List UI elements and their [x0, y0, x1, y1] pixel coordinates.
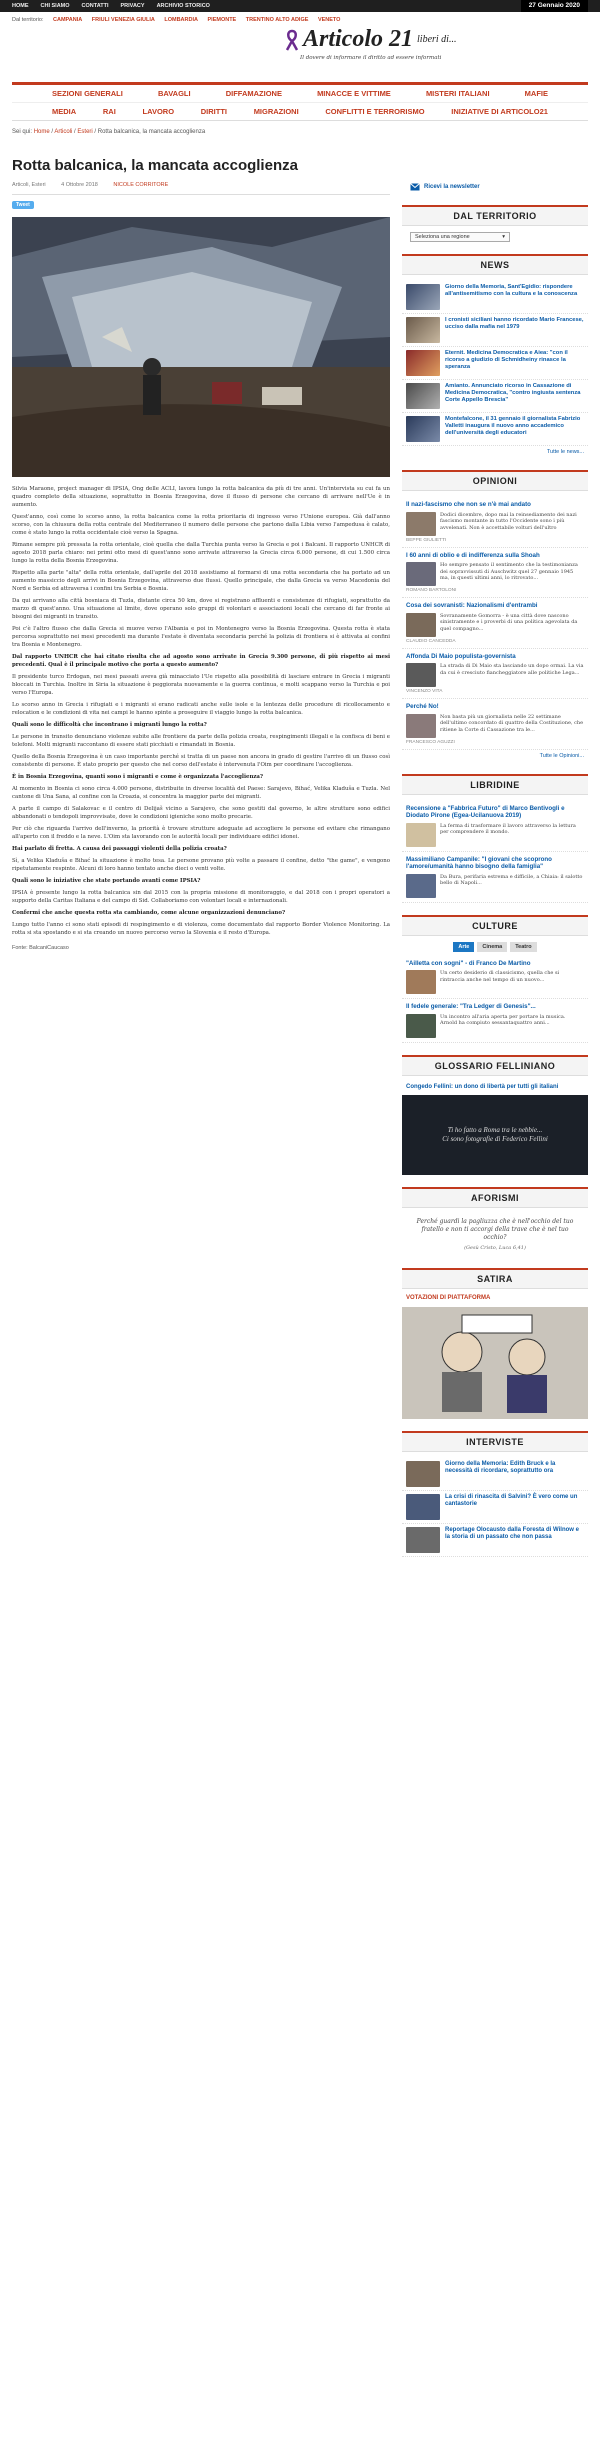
- nav-item[interactable]: MIGRAZIONI: [253, 107, 299, 116]
- article-title: Rotta balcanica, la mancata accoglienza: [12, 157, 298, 174]
- nav-item[interactable]: DIRITTI: [200, 107, 227, 116]
- author-avatar: [406, 613, 436, 637]
- list-item[interactable]: Giorno della Memoria, Sant'Egidio: rispondere all'antisemitismo con la cultura e la conoscenza: [402, 281, 588, 314]
- article-category[interactable]: Articoli, Esteri: [12, 182, 46, 188]
- region-link[interactable]: FRIULI VENEZIA GIULIA: [91, 17, 155, 23]
- author-avatar: [406, 562, 436, 586]
- envelope-icon: [410, 183, 420, 191]
- site-header: [0, 12, 600, 82]
- tweet-button[interactable]: Tweet: [12, 201, 34, 209]
- nav-item[interactable]: RAI: [102, 107, 116, 116]
- article-source: Fonte: BalcaniCaucaso: [12, 945, 69, 951]
- article-author[interactable]: NICOLE CORRITORE: [113, 182, 169, 188]
- nav-item[interactable]: MAFIE: [524, 89, 548, 98]
- interviste-widget: INTERVISTE Giorno della Memoria: Edith Bruck e la necessità di ricordare, soprattutto ora La crisi di rinascita di Salvini? È vero come un cantastorie Reportage Olocausto dalla Foresta di Wilnow e la storia di un passato che non passa: [402, 1431, 588, 1557]
- tab-cinema[interactable]: Cinema: [477, 942, 507, 952]
- current-date: 27 Gennaio 2020: [521, 0, 588, 12]
- territorio-widget: DAL TERRITORIO Seleziona una regione ▾: [402, 205, 588, 242]
- region-link[interactable]: TRENTINO ALTO ADIGE: [245, 17, 309, 23]
- news-thumb: [406, 284, 440, 310]
- list-item[interactable]: Affonda Di Maio populista-governista La strada di Di Maio sta lasciando un dopo ormai. La via da cui è cresciuto fiancheggiatore alle politiche Lega... VINCENZO VITA: [402, 649, 588, 700]
- book-cover: [406, 823, 436, 847]
- news-thumb: [406, 317, 440, 343]
- all-opinioni-link[interactable]: Tutte le Opinioni...: [539, 752, 584, 759]
- interview-thumb: [406, 1494, 440, 1520]
- top-bar: [0, 0, 600, 12]
- news-thumb: [406, 416, 440, 442]
- list-item[interactable]: I cronisti siciliani hanno ricordato Mario Francese, ucciso dalla mafia nel 1979: [402, 314, 588, 347]
- nav-item[interactable]: DIFFAMAZIONE: [225, 89, 282, 98]
- news-thumb: [406, 383, 440, 409]
- list-item[interactable]: Giorno della Memoria: Edith Bruck e la necessità di ricordare, soprattutto ora: [402, 1458, 588, 1491]
- nav-item[interactable]: SEZIONI GENERALI: [52, 89, 123, 98]
- ribbon-icon: [285, 29, 299, 51]
- news-widget: NEWS Giorno della Memoria, Sant'Egidio: rispondere all'antisemitismo con la cultura e la conoscenza I cronisti siciliani hanno ricordato Mario Francese, ucciso dalla mafia nel 1979 Eternit. Medicina Democratica e Aiea: "con il ricorso a giudizio di Schmidheiny rinasce la speranza Amianto. Annunciato ricorso in Cassazione di Medicina Democratica, "contro ingiusta sentenza Corte Appello Brescia" Montefalcone, il 31 gennaio il giornalista Fabrizio Valletti inaugura il nuovo anno accademico dell'università degli educatori Tutte le news...: [402, 254, 588, 458]
- culture-thumb: [406, 970, 436, 994]
- interview-thumb: [406, 1461, 440, 1487]
- breadcrumb-articoli[interactable]: Articoli: [54, 129, 73, 135]
- nav-item[interactable]: CONFLITTI E TERRORISMO: [325, 107, 425, 116]
- top-link-home[interactable]: HOME: [12, 3, 29, 9]
- list-item[interactable]: Perché No! Non basta più un giornalista nelle 22 settimane dell'ultimo concordato di quattro della Costituzione, che ritiene la Corte di Cassazione tra le... FRANCESCO AGUZZI: [402, 699, 588, 750]
- satira-widget: SATIRA VOTAZIONI DI PIATTAFORMA: [402, 1268, 588, 1419]
- nav-item[interactable]: LAVORO: [142, 107, 175, 116]
- list-item[interactable]: Il nazi-fascismo che non se n'è mai andato Dodici dicembre, dopo mai la reinsediamento dei nazi fascismo montante in tutto l'Occidente sono i più avvelenati. Non è accettabile volturi dell'ultro BEPPE GIULIETTI: [402, 497, 588, 548]
- list-item[interactable]: Montefalcone, il 31 gennaio il giornalista Fabrizio Valletti inaugura il nuovo anno accademico dell'università degli educatori: [402, 413, 588, 446]
- region-link[interactable]: PIEMONTE: [207, 17, 237, 23]
- nav-item[interactable]: MISTERI ITALIANI: [425, 89, 490, 98]
- top-link-chi-siamo[interactable]: CHI SIAMO: [40, 3, 70, 9]
- book-cover: [406, 874, 436, 898]
- tab-teatro[interactable]: Teatro: [510, 942, 536, 952]
- main-nav: [12, 82, 588, 121]
- article-date: 4 Ottobre 2018: [61, 182, 98, 188]
- list-item[interactable]: "Ailletta con sogni" - di Franco De Martino Un certo desiderio di classicismo, quella che si rintraccia anche nel tempo di un nuovo...: [402, 956, 588, 1000]
- breadcrumb-current: Rotta balcanica, la mancata accoglienza: [97, 129, 206, 135]
- top-link-contatti[interactable]: CONTATTI: [81, 3, 109, 9]
- breadcrumb-home[interactable]: Home: [33, 129, 50, 135]
- article-meta: [12, 182, 390, 195]
- nav-item[interactable]: MINACCE E VITTIME: [317, 89, 391, 98]
- region-link[interactable]: LOMBARDIA: [164, 17, 198, 23]
- list-item[interactable]: Massimiliano Campanile: "I giovani che scoprono l'amore/umanità hanno bisogno della famiglia" Da Bura, perifaria estrema e difficile, a Chiaia: il salotto bello di Napoli...: [402, 852, 588, 903]
- list-item[interactable]: Il fedele generale: "Tra Ledger di Genesis"... Un incontro all'aria aperta per portare la musica. Arnold ha compiuto sessantaquattro anni...: [402, 999, 588, 1043]
- aforismi-widget: AFORISMI Perché guardi la pagliuzza che è nell'occhio del tuo fratello e non ti accorgi della trave che è nel tuo occhio? (Gesù Cristo, Luca 6,41): [402, 1187, 588, 1256]
- nav-item[interactable]: MEDIA: [52, 107, 77, 116]
- region-select[interactable]: Seleziona una regione ▾: [410, 232, 510, 242]
- all-news-link[interactable]: Tutte le news...: [546, 449, 584, 455]
- glossario-banner[interactable]: Ti ho fatto a Roma tra le nebbie... Ci sono fotografie di Federico Fellini: [402, 1095, 588, 1175]
- interview-thumb: [406, 1527, 440, 1553]
- breadcrumb-esteri[interactable]: Esteri: [77, 129, 93, 135]
- top-link-privacy[interactable]: PRIVACY: [120, 3, 145, 9]
- site-tagline: Il dovere di informare il diritto ad essere informati: [300, 55, 442, 61]
- region-link[interactable]: CAMPANIA: [53, 17, 83, 23]
- aforisma-text: Perché guardi la pagliuzza che è nell'occhio del tuo fratello e non ti accorgi della trave che è nel tuo occhio?: [416, 1218, 574, 1241]
- article-hero-image: [12, 217, 390, 477]
- list-item[interactable]: La crisi di rinascita di Salvini? È vero come un cantastorie: [402, 1491, 588, 1524]
- sidebar: [402, 143, 588, 1569]
- glossario-link[interactable]: Congedo Fellini: un dono di libertà per tutti gli italiani: [406, 1083, 559, 1090]
- list-item[interactable]: Amianto. Annunciato ricorso in Cassazione di Medicina Democratica, "contro ingiusta sentenza Corte Appello Brescia": [402, 380, 588, 413]
- satira-cartoon[interactable]: [402, 1307, 588, 1419]
- opinioni-widget: OPINIONI Il nazi-fascismo che non se n'è mai andato Dodici dicembre, dopo mai la reinsediamento dei nazi fascismo montante in tutto l'Occidente sono i più avvelenati. Non è accettabile volturi dell'ultro BEPPE GIULIETTI I 60 anni di oblio e di indifferenza sulla Shoah Ho sempre pensato il sentimento che la testimonianza dei sopravvissuti di Auschwitz quel 27 gennaio 1945 ma, in questi ultimi anni, lo ritrovato... ROMANO BARTOLONI Cosa dei sovranisti: Nazionalismi d'entrambi Sovranamente Gomorra - è una città dove nascono sinistramente e i proverbi di una politica agevolata da quel compagno... CLAUDIO CANCEDDA Affonda Di Maio populista-governista La strada di Di Maio sta lasciando un dopo ormai. La via da cui è cresciuto fiancheggiatore alle politiche Lega... VINCENZO VITA Perché No! Non basta più un giornalista nelle 22 settimane dell'ultimo concordato di quattro della Costituzione, che ritiene la Corte di Cassazione tra le... FRANCESCO AGUZZI Tutte le Opinioni...: [402, 470, 588, 762]
- news-thumb: [406, 350, 440, 376]
- glossario-widget: GLOSSARIO FELLINIANO Congedo Fellini: un dono di libertà per tutti gli italiani Ti ho fatto a Roma tra le nebbie... Ci sono fotografie di Federico Fellini: [402, 1055, 588, 1176]
- author-avatar: [406, 714, 436, 738]
- list-item[interactable]: Reportage Olocausto dalla Foresta di Wilnow e la storia di un passato che non passa: [402, 1524, 588, 1557]
- nav-item[interactable]: INIZIATIVE DI ARTICOLO21: [451, 107, 548, 116]
- article: [12, 143, 402, 1569]
- cultura-widget: CULTURE Arte Cinema Teatro "Ailletta con sogni" - di Franco De Martino Un certo desiderio di classicismo, quella che si rintraccia anche nel tempo di un nuovo... Il fedele generale: "Tra Ledger di Genesis"... Un incontro all'aria aperta per portare la musica. Arnold ha compiuto sessantaquattro anni...: [402, 915, 588, 1043]
- breadcrumb: Sei qui: Home / Articoli / Esteri / Rotta balcanica, la mancata accoglienza: [12, 129, 206, 135]
- nav-item[interactable]: BAVAGLI: [157, 89, 191, 98]
- libridine-widget: LIBRIDINE Recensione a "Fabbrica Futuro" di Marco Bentivogli e Diodato Pirone (Egea-Ucilanuova 2019) La ferma di trasformare il lavoro attraverso la lettura per comprendere il mondo. Massimiliano Campanile: "I giovani che scoprono l'amore/umanità hanno bisogno della famiglia" Da Bura, perifaria estrema e difficile, a Chiaia: il salotto bello di Napoli...: [402, 774, 588, 903]
- article-body: Silvia Maraone, project manager di IPSIA, Ong delle ACLI, lavora lungo la rotta balcanica da più di tre anni. Un'intervista su cui fa un quadro completo della situazione, soprattutto in Bosnia Erzegovina, dove il flusso di persone che cercano di arrivare nell'Ue è in aumento. Quest'anno, così come lo scorso anno, la rotta balcanica come la rotta prioritaria di ingresso verso l'Unione europea. Già dall'anno scorso, con la chiusura della rotta centrale del Mediterraneo il numero delle persone che partono dalla Libia verso l'ampedusa è calato, come è stato lungo la rotta occidentale cioè verso la Spagna. Rimane sempre più pressata la rotta orientale, cioè quella che dalla Turchia punta verso la Grecia e poi i Balcani. Il rapporto UNHCR di agosto 2018 parla chiaro: nei primi otto mesi di quest'anno sono arrivate attraverso la Grecia circa 6.000 persone, di cui 1.500 circa lungo la rotta della Bosnia Erzegovina. Rispetto alla parte "alta" della rotta orientale, dall'aprile del 2018 assistiamo al formarsi di una rotta secondaria che ha portato ad un aumento massiccio degli arrivi in Bosnia Erzegovina, attraverso due flussi. Quello principale, che dalla Grecia va verso Macedonia del Nord e Serbia ed attraversa i confini tra Serbia e Bosnia. Da qui arrivano alla città bosniaca di Tuzla, distante circa 50 km, dove si registrano affluenti e consistenze di rifugiati, soprattutto da marzo di quest'anno. Una situazione al limite, dove operano solo gruppi di volontari e associazioni locali che cercano di far fronte ai bisogni dei migranti in transito. Poi c'è l'altro flusso che dalla Grecia si muove verso l'Albania e poi in Montenegro verso la Bosnia Erzegovina. Questa rotta è stata percorsa soprattutto nei mesi precedenti ma durante l'estate è diventata secondaria perché la polizia di frontiera si è attivata ai confini tra Bosnia e Montenegro. Dal rapporto UNHCR che hai citato risulta che ad agosto sono arrivate in Grecia 9.300 persone, di più rispetto ai mesi precedenti. Qual è il principale motivo che porta a questo aumento? Il presidente turco Erdogan, nei mesi passati aveva già minacciato l'Ue rispetto alla possibilità di lasciare entrare in Grecia i migranti bloccati in Turchia. Inoltre in Siria la situazione è peggiorata nuovamente e la guerra continua, e molti scappano verso la Turchia e poi verso l'Europa. Lo scorso anno in Grecia i rifugiati e i migranti si erano radicati anche sulle isole e la lentezza delle procedure di ricollocamento e relocation e le condizioni di vita nei campi le hanno spinte a proseguire il viaggio lungo la rotta balcanica. Quali sono le difficoltà che incontrano i migranti lungo la rotta? Le persone in transito denunciano violenze subite alle frontiere da parte della polizia croata, respingimenti illegali e la confisca di beni e telefoni. Molti migranti raccontano di essere stati picchiati e rimandati in Bosnia. Quello della Bosnia Erzegovina è un caso importante perché si tratta di un paese non ancora in grado di gestire l'arrivo di un flusso così consistente di persone. È stato proprio per questo che nel corso dell'estate è intervenuta l'Oim per coordinare l'accoglienza. È in Bosnia Erzegovina, quanti sono i migranti e come è organizzata l'accoglienza? Al momento in Bosnia ci sono circa 4.000 persone, distribuite in diverse località del Paese: Sarajevo, Bihać, Velika Kladuša e Tuzla. Nel cantone di Una Sana, al confine con la Croazia, si concentra la maggior parte dei migranti. A parte il campo di Salakovac e il centro di Delijaš vicino a Sarajevo, che sono gestiti dal governo, le altre strutture sono edifici abbandonati o tendopoli improvvisate, dove le condizioni igieniche sono molto precarie. Per ciò che riguarda l'arrivo dell'inverno, la priorità è trovare strutture adeguate ad accogliere le persone ed evitare che rimangano all'aperto con il freddo e la neve. L'Oim sta lavorando con le autorità locali per individuare edifici idonei. Hai parlato di fretta. A causa dei passaggi violenti della polizia croata? Sì, a Velika Kladuša e Bihać la situazione è molto tesa. Le persone provano più volte a passare il confine, detto "the game", e vengono ripetutamente respinte. Alcuni di loro hanno tentato anche dieci o venti volte. Quali sono le iniziative che state portando avanti come IPSIA? IPSIA è presente lungo la rotta balcanica sin dal 2015 con la propria missione di monitoraggio, e dal 2018 con i propri operatori a supporto della Caritas Italiana e del campo di Sid. Collaboriamo con volontari locali e internazionali. Confermi che anche questa rotta sta cambiando, come alcune organizzazioni denunciano? Lungo tutto l'anno ci sono stati episodi di respingimento e di violenza, come documentato dal rapporto Border Violence Monitoring. La rotta si sta spostando e si sta creando un nuovo percorso verso la Slovenia e il resto d'Europa. Fonte: BalcaniCaucaso: [12, 486, 390, 951]
- list-item[interactable]: Recensione a "Fabbrica Futuro" di Marco Bentivogli e Diodato Pirone (Egea-Ucilanuova 2019) La ferma di trasformare il lavoro attraverso la lettura per comprendere il mondo.: [402, 801, 588, 852]
- chevron-down-icon: ▾: [502, 234, 505, 240]
- list-item[interactable]: Cosa dei sovranisti: Nazionalismi d'entrambi Sovranamente Gomorra - è una città dove nascono sinistramente e i proverbi di una politica agevolata da quel compagno... CLAUDIO CANCEDDA: [402, 598, 588, 649]
- site-logo[interactable]: Articolo 21 liberi di... Il dovere di informare il diritto ad essere informati: [285, 26, 456, 61]
- satira-subtitle[interactable]: VOTAZIONI DI PIATTAFORMA: [406, 1295, 491, 1301]
- top-link-archivio[interactable]: ARCHIVIO STORICO: [156, 3, 210, 9]
- territorio-links: Dal territorio: CAMPANIA FRIULI VENEZIA GIULIA LOMBARDIA PIEMONTE TRENTINO ALTO ADIGE VENETO: [12, 17, 341, 23]
- author-avatar: [406, 512, 436, 536]
- culture-thumb: [406, 1014, 436, 1038]
- list-item[interactable]: Eternit. Medicina Democratica e Aiea: "con il ricorso a giudizio di Schmidheiny rinasce la speranza: [402, 347, 588, 380]
- aforisma-author: (Gesù Cristo, Luca 6,41): [464, 1245, 526, 1251]
- region-link[interactable]: VENETO: [317, 17, 341, 23]
- author-avatar: [406, 663, 436, 687]
- list-item[interactable]: I 60 anni di oblio e di indifferenza sulla Shoah Ho sempre pensato il sentimento che la testimonianza dei sopravvissuti di Auschwitz quel 27 gennaio 1945 ma, in questi ultimi anni, lo ritrovato... ROMANO BARTOLONI: [402, 548, 588, 599]
- tab-arte[interactable]: Arte: [453, 942, 474, 952]
- newsletter-link[interactable]: Ricevi la newsletter: [402, 183, 588, 191]
